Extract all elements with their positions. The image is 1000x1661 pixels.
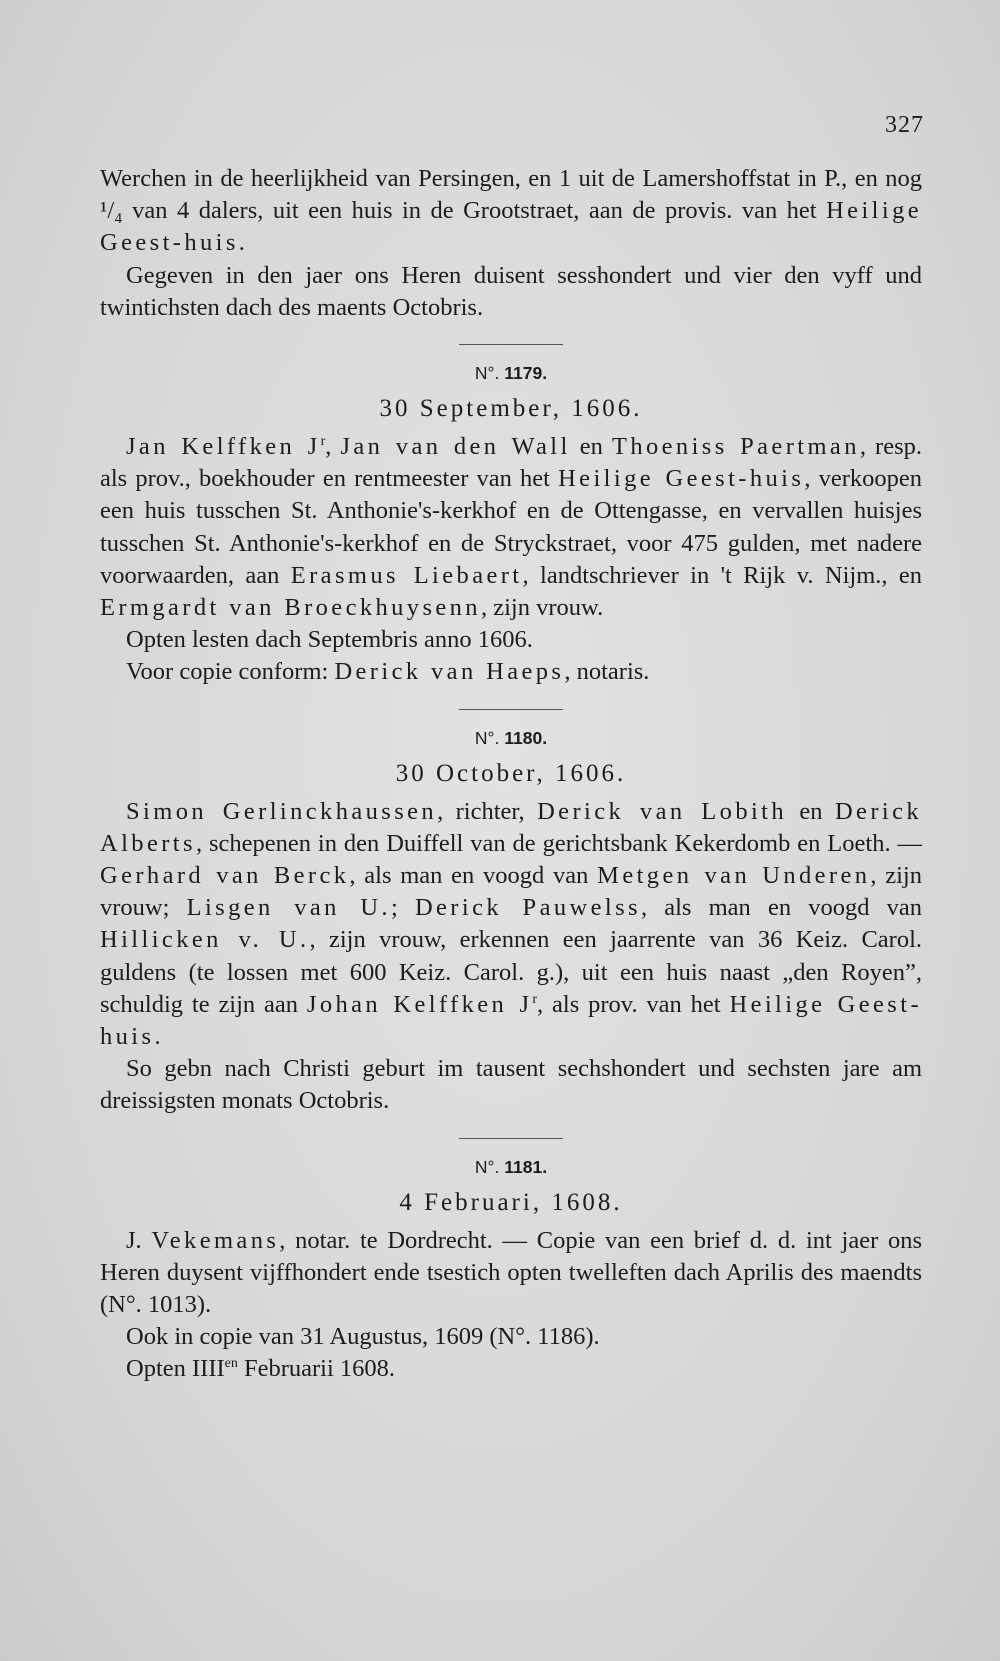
divider-rule [459,1138,563,1139]
text-run: en [224,1356,238,1372]
text-run: , notaris. [564,658,650,686]
text-run: , als prov. van het [537,990,730,1018]
entry-text [100,796,922,1054]
entry-text [100,1225,922,1322]
entries-list [100,344,922,1386]
entry-number-prefix: N°. [474,363,500,384]
spaced-name: Derick Pauwelss [414,894,641,922]
intro-paragraph: Werchen in de heerlijkheid van Persingen, en 1 uit de Lamershoffstat in P., en nog ¹/₄ van 4 dalers, uit een huis in de Grootstraet, aan de provis. van het Heilige Geest-huis. [100,165,922,257]
text-run: en [570,433,612,461]
text-run: , schepenen in den Duiffell van de gerichtsbank Kekerdomb en Loeth. — [195,829,922,857]
text-run: J. [126,1226,152,1254]
spaced-name: Derick Alberts [100,797,923,857]
spaced-name: Vekemans [151,1226,280,1254]
entry-date: 30 October, 1606. [395,759,627,787]
entry-note [100,1321,922,1353]
text-run: , als man en voogd van [349,862,598,890]
divider-rule [459,709,563,710]
text-run: So gebn nach Christi geburt im tausent sechshondert und sechsten jare am dreissigsten monats Octobris. [100,1055,922,1115]
text-run: Opten lesten dach Septembris anno 1606. [126,626,533,654]
text-run: r [320,433,326,449]
entry [100,344,922,689]
spaced-name: Jan Kelffken J [126,433,321,461]
text-run: , [325,433,341,461]
spaced-name: Jan van den Wall [340,433,571,461]
entry [100,1138,922,1386]
entry-note [100,1053,922,1117]
spaced-name: Heilige Geest-huis [100,990,923,1051]
spaced-name: Lisgen van U. [186,894,391,922]
text-run: , notar. te Dordrecht. — Copie van een brief d. d. int jaer ons Heren duysent vijffhondert ende tsestich opten twelleften dach Aprilis des maendts (N°. 1013). [100,1226,922,1319]
intro-closing: Gegeven in den jaer ons Heren duisent sesshondert und vier den vyff und twintichsten dach des maents Octobris. [100,261,922,321]
text-run: , zijn vrouw, erkennen een jaarrente van 36 Keiz. Carol. guldens (te lossen met 600 Keiz. Carol. g.), uit een huis naast „den Royen”, schuldig te zijn aan [100,926,922,1018]
entry-note [100,624,922,656]
text-run: Ook in copie van 31 Augustus, 1609 (N°. 1186). [126,1323,600,1351]
spaced-name: Derick van Lobith [537,797,788,825]
entry-date: 4 Februari, 1608. [399,1188,623,1216]
text-run: , resp. als prov., boekhouder en rentmeester van het [100,433,923,493]
text-run: , zijn vrouw; [100,862,922,922]
spaced-name: Simon Gerlinckhaussen [126,797,438,825]
spaced-name: Johan Kelffken J [306,990,533,1018]
spaced-name: Metgen van Underen [597,862,871,890]
text-run: , richter, [437,797,538,825]
text-run: Voor copie conform: [126,658,335,686]
spaced-name: Gerhard van Berck [100,862,350,890]
text-run: Februarii 1608. [237,1355,396,1383]
entry-number-prefix: N°. [474,727,500,748]
entry-note [100,656,922,688]
text-run: . [154,1023,161,1051]
entry-number [100,726,922,750]
page-body [100,163,922,1386]
text-run: ; [390,894,415,922]
entry-number-value: 1181. [499,1156,548,1177]
spaced-name: Heilige Geest-huis [558,465,805,493]
entry-text [100,431,922,624]
entry-date: 30 September, 1606. [379,395,643,423]
entry-number-value: 1180. [499,727,548,748]
entry-number [100,1155,922,1179]
spaced-name: Derick van Haeps [334,658,565,686]
text-run: Opten IIII [126,1355,225,1383]
page-number: 327 [885,112,924,138]
entry-number-prefix: N°. [474,1156,500,1177]
entry-note [100,1353,922,1385]
text-run: , zijn vrouw. [480,594,604,622]
spaced-name: Erasmus Liebaert [290,561,523,589]
text-run: , als man en voogd van [640,894,922,922]
entry-number-value: 1179. [499,363,548,384]
spaced-name: Hillicken v. U. [100,926,310,954]
entry-number [100,361,922,385]
divider-rule [459,344,563,345]
spaced-name: Thoeniss Paertman [611,433,860,461]
text-run: r [532,991,538,1007]
spaced-name: Ermgardt van Broeckhuysenn [100,594,481,622]
text-run: en [787,797,835,825]
entry [100,709,922,1118]
text-run: , verkoopen een huis tusschen St. Anthonie's-kerkhof en de Ottengasse, en vervallen huisjes tusschen St. Anthonie's-kerkhof en de Stryckstraet, voor 475 gulden, met nadere voorwaarden, aan [100,465,922,589]
text-run: , landtschriever in 't Rijk v. Nijm., en [522,561,922,589]
